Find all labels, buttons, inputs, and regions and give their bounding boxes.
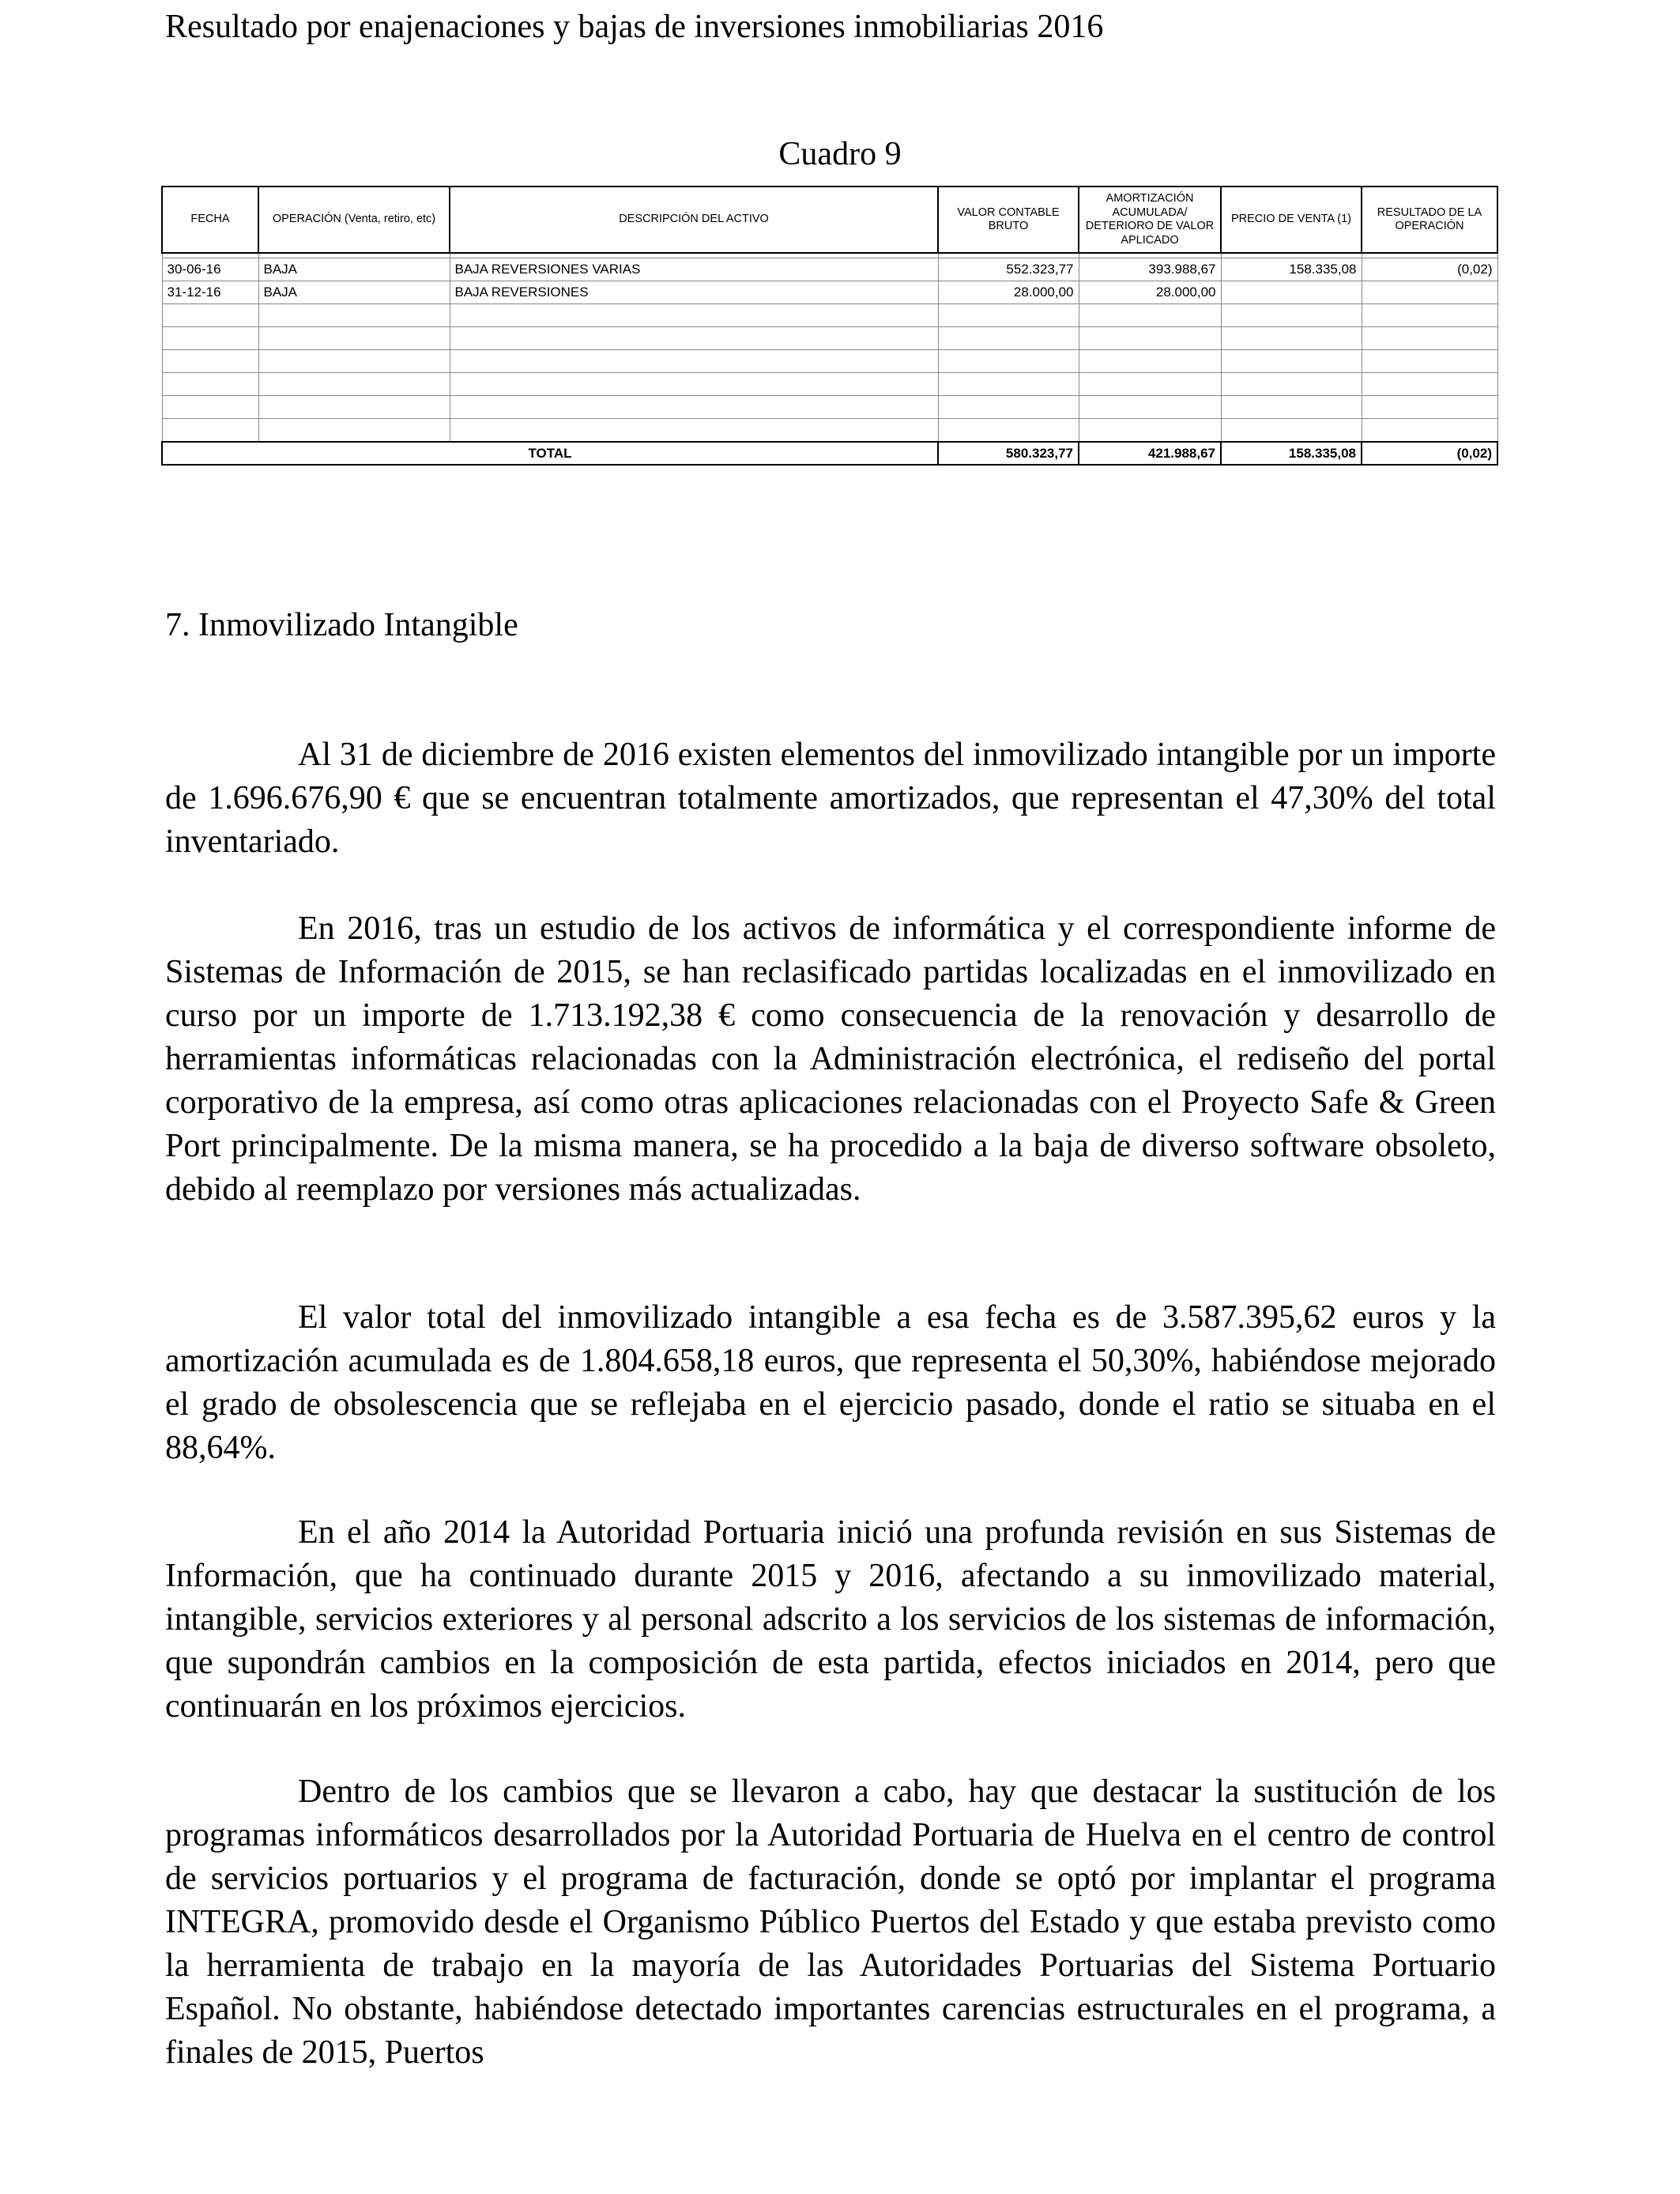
paragraph-5-text: Dentro de los cambios que se llevaron a cabo, hay que destacar la sustitución de los programas informáticos desarrollados por la Autoridad Portuaria de Huelva en el centro de control de servicios portuarios y el programa de facturación, donde se optó por implantar el programa INTEGRA, promovido desde el Organismo Público Puertos del Estado y que estaba previsto como la herramienta de trabajo en la mayoría de las Autoridades Portuarias del Sistema Portuario Español. No obstante, habiéndose detectado importantes carencias estructurales en el programa, a finales de 2015, Puertos <box>165 1774 1496 2071</box>
table-row <box>162 396 1497 419</box>
table-cell <box>450 396 938 419</box>
table-cell <box>162 396 258 419</box>
table-row <box>162 304 1497 327</box>
total-precio-venta: 158.335,08 <box>1221 442 1362 465</box>
table-cell <box>162 373 258 396</box>
table-cell <box>1362 396 1497 419</box>
table-row <box>162 350 1497 373</box>
table-cell: 28.000,00 <box>1079 281 1221 304</box>
table-cell <box>450 373 938 396</box>
table-cell <box>1079 304 1221 327</box>
table-cell: 28.000,00 <box>938 281 1079 304</box>
table-cell <box>258 373 450 396</box>
table-cell <box>162 419 258 443</box>
table-cell <box>1221 304 1362 327</box>
table-cell <box>450 304 938 327</box>
table-row <box>162 327 1497 350</box>
total-amortizacion: 421.988,67 <box>1079 442 1221 465</box>
table-cell <box>1221 373 1362 396</box>
total-resultado: (0,02) <box>1362 442 1497 465</box>
paragraph-4-text: En el año 2014 la Autoridad Portuaria inició una profunda revisión en sus Sistemas de Información, que ha continuado durante 2015 y 2016, afectando a su inmovilizado material, intangible, servicios exteriores y al personal adscrito a los servicios de los sistemas de información, que supondrán cambios en la composición de esta partida, efectos iniciados en 2014, pero que continuarán en los próximos ejercicios. <box>165 1514 1496 1725</box>
table-cell <box>258 304 450 327</box>
table-cell <box>938 419 1079 443</box>
table-cell <box>1221 350 1362 373</box>
table-cell: 158.335,08 <box>1221 258 1362 281</box>
section-heading: 7. Inmovilizado Intangible <box>165 607 518 643</box>
table-row <box>162 281 1497 304</box>
table-cell <box>1362 373 1497 396</box>
paragraph-5 <box>165 1770 1496 2075</box>
table-cell: BAJA <box>258 281 450 304</box>
table-cell <box>450 419 938 443</box>
table-total-row <box>162 442 1497 465</box>
column-header-valor-contable: VALOR CONTABLE BRUTO <box>938 187 1079 253</box>
table-row <box>162 373 1497 396</box>
table-cell: 552.323,77 <box>938 258 1079 281</box>
table-cell: 393.988,67 <box>1079 258 1221 281</box>
table-cell <box>938 350 1079 373</box>
table-cell <box>1079 419 1221 443</box>
table-cell <box>1079 327 1221 350</box>
total-label: TOTAL <box>162 442 938 465</box>
table-cell <box>162 350 258 373</box>
table-cell <box>938 304 1079 327</box>
paragraph-2 <box>165 907 1496 1212</box>
page-title: Resultado por enajenaciones y bajas de inversiones inmobiliarias 2016 <box>165 9 1104 45</box>
table-cell: BAJA <box>258 258 450 281</box>
table-cell <box>1079 350 1221 373</box>
column-header-resultado: RESULTADO DE LA OPERACIÓN <box>1362 187 1497 253</box>
table-cell <box>1221 419 1362 443</box>
table-cell <box>450 327 938 350</box>
table-cell <box>258 327 450 350</box>
table-cell <box>162 304 258 327</box>
column-header-precio-venta: PRECIO DE VENTA (1) <box>1221 187 1362 253</box>
table-cell: BAJA REVERSIONES <box>450 281 938 304</box>
table-cell: 30-06-16 <box>162 258 258 281</box>
table-row <box>162 258 1497 281</box>
table-cell <box>162 327 258 350</box>
table-cell <box>938 327 1079 350</box>
table-cell <box>1221 281 1362 304</box>
table-cell <box>938 373 1079 396</box>
table-cell <box>1362 327 1497 350</box>
disposals-table <box>161 186 1498 466</box>
table-cell <box>1221 396 1362 419</box>
table-header-row <box>162 187 1497 253</box>
paragraph-2-text: En 2016, tras un estudio de los activos de informática y el correspondiente informe de Sistemas de Información de 2015, se han reclasificado partidas localizadas en el inmovilizado en curso por un importe de 1.713.192,38 € como consecuencia de la renovación y desarrollo de herramientas informáticas relacionadas con la Administración electrónica, el rediseño del portal corporativo de la empresa, así como otras aplicaciones relacionadas con el Proyecto Safe & Green Port principalmente. De la misma manera, se ha procedido a la baja de diverso software obsoleto, debido al reemplazo por versiones más actualizadas. <box>165 910 1496 1208</box>
table-cell: BAJA REVERSIONES VARIAS <box>450 258 938 281</box>
table-cell <box>1079 373 1221 396</box>
paragraph-1 <box>165 733 1496 864</box>
table-cell <box>938 396 1079 419</box>
table-cell <box>258 396 450 419</box>
paragraph-3 <box>165 1296 1496 1470</box>
column-header-descripcion: DESCRIPCIÓN DEL ACTIVO <box>450 187 938 253</box>
table-row <box>162 419 1497 443</box>
table-cell <box>1362 350 1497 373</box>
paragraph-1-text: Al 31 de diciembre de 2016 existen elementos del inmovilizado intangible por un importe de 1.696.676,90 € que se encuentran totalmente amortizados, que representan el 47,30% del total inventariado. <box>165 737 1496 860</box>
table-cell <box>1362 419 1497 443</box>
column-header-operacion: OPERACIÓN (Venta, retiro, etc) <box>258 187 450 253</box>
table-caption: Cuadro 9 <box>778 136 902 172</box>
total-valor-contable: 580.323,77 <box>938 442 1079 465</box>
table-cell <box>1362 281 1497 304</box>
paragraph-3-text: El valor total del inmovilizado intangible a esa fecha es de 3.587.395,62 euros y la amortización acumulada es de 1.804.658,18 euros, que representa el 50,30%, habiéndose mejorado el grado de obsolescencia que se reflejaba en el ejercicio pasado, donde el ratio se situaba en el 88,64%. <box>165 1299 1496 1466</box>
column-header-fecha: FECHA <box>162 187 258 253</box>
paragraph-4 <box>165 1511 1496 1728</box>
table-cell <box>258 350 450 373</box>
table-cell <box>258 419 450 443</box>
table-cell <box>1362 304 1497 327</box>
column-header-amortizacion: AMORTIZACIÓN ACUMULADA/ DETERIORO DE VALOR APLICADO <box>1079 187 1221 253</box>
table-cell: (0,02) <box>1362 258 1497 281</box>
table-cell <box>1221 327 1362 350</box>
table-cell <box>450 350 938 373</box>
table-cell: 31-12-16 <box>162 281 258 304</box>
table-cell <box>1079 396 1221 419</box>
